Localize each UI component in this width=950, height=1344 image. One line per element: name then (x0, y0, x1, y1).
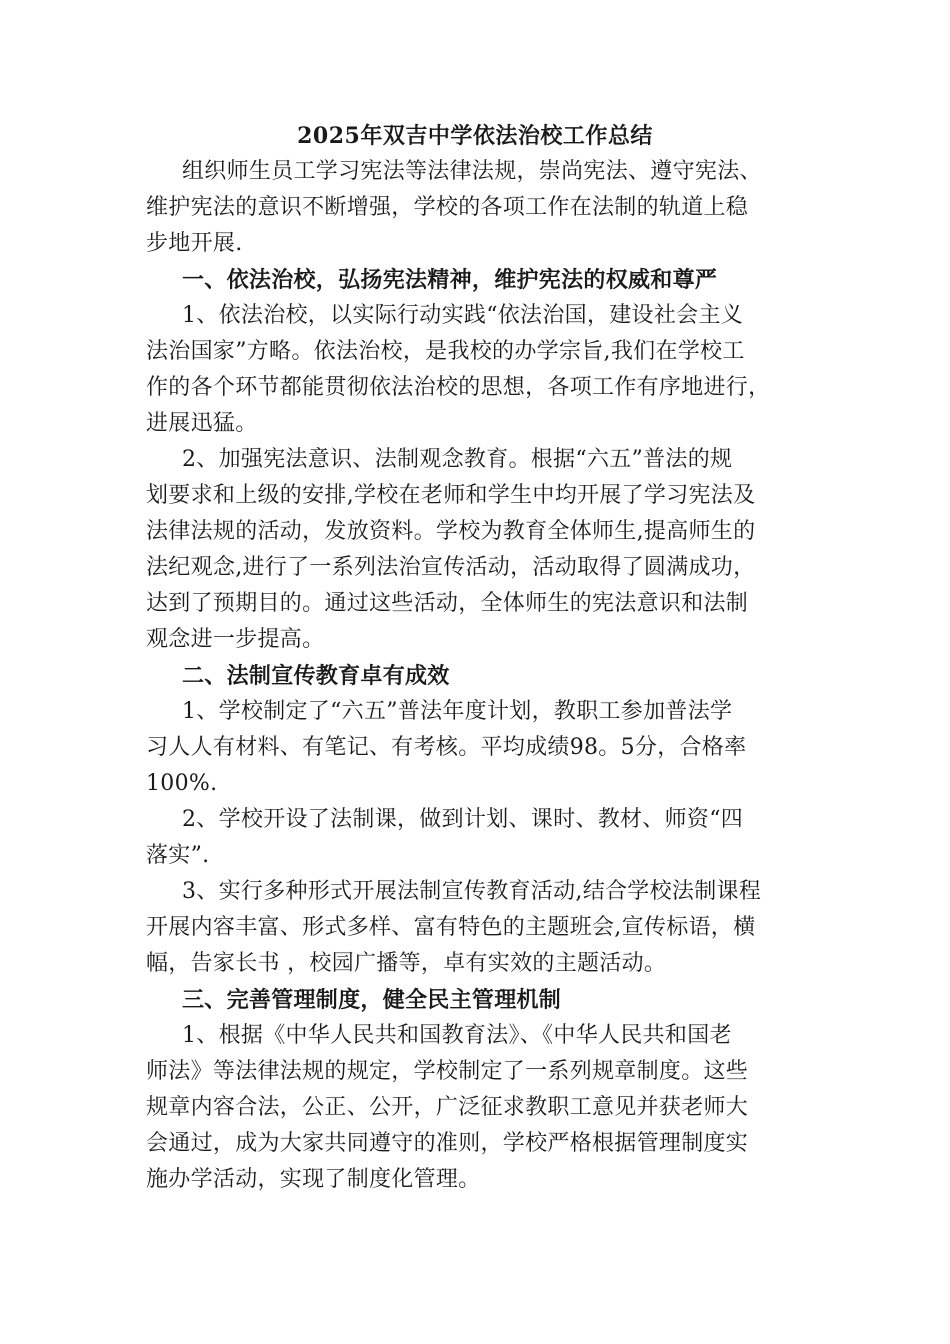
paragraph-line: 维护宪法的意识不断增强，学校的各项工作在法制的轨道上稳 (146, 195, 749, 220)
paragraph-line: 作的各个环节都能贯彻依法治校的思想，各项工作有序地进行， (146, 375, 771, 400)
paragraph-line: 达到了预期目的。通过这些活动，全体师生的宪法意识和法制 (146, 591, 749, 616)
document-title: 2025年双吉中学依法治校工作总结 (297, 123, 653, 149)
paragraph-line: 规章内容合法，公正、公开，广泛征求教职工意见并获老师大 (146, 1095, 749, 1120)
paragraph-line: 2、学校开设了法制课，做到计划、课时、教材、师资“四 (182, 807, 744, 832)
paragraph-line: 100%. (146, 771, 218, 796)
paragraph-line: 1、根据《中华人民共和国教育法》、《中华人民共和国老 (182, 1023, 732, 1048)
paragraph-line: 施办学活动，实现了制度化管理。 (146, 1167, 481, 1192)
paragraph-line: 进展迅猛。 (146, 411, 258, 436)
paragraph-line: 观念进一步提高。 (146, 627, 325, 652)
paragraph-line: 幅，告家长书 ，校园广播等，卓有实效的主题活动。 (146, 951, 667, 976)
paragraph-line: 习人人有材料、有笔记、有考核。平均成绩98。5分，合格率 (146, 735, 747, 760)
paragraph-line: 步地开展. (146, 231, 243, 256)
paragraph-line: 落实”. (146, 843, 210, 868)
paragraph-line: 1、学校制定了“六五”普法年度计划，教职工参加普法学 (182, 699, 733, 724)
paragraph-line: 法纪观念,进行了一系列法治宣传活动，活动取得了圆满成功， (146, 555, 756, 580)
section-heading: 一、依法治校，弘扬宪法精神，维护宪法的权威和尊严 (182, 267, 718, 293)
paragraph-line: 法治国家”方略。依法治校，是我校的办学宗旨,我们在学校工 (146, 339, 745, 364)
section-heading: 二、法制宣传教育卓有成效 (182, 663, 450, 689)
paragraph-line: 3、实行多种形式开展法制宣传教育活动,结合学校法制课程 (182, 879, 762, 904)
paragraph-line: 划要求和上级的安排,学校在老师和学生中均开展了学习宪法及 (146, 483, 756, 508)
paragraph-line: 2、加强宪法意识、法制观念教育。根据“六五”普法的规 (182, 447, 733, 472)
paragraph-line: 法律法规的活动，发放资料。学校为教育全体师生,提高师生的 (146, 519, 756, 544)
paragraph-line: 开展内容丰富、形式多样、富有特色的主题班会,宣传标语，横 (146, 915, 756, 940)
paragraph-line: 师法》等法律法规的规定，学校制定了一系列规章制度。这些 (146, 1059, 749, 1084)
paragraph-line: 会通过，成为大家共同遵守的准则，学校严格根据管理制度实 (146, 1131, 749, 1156)
section-heading: 三、完善管理制度，健全民主管理机制 (182, 987, 562, 1013)
paragraph-line: 组织师生员工学习宪法等法律法规，崇尚宪法、遵守宪法、 (182, 159, 762, 184)
paragraph-line: 1、依法治校，以实际行动实践“依法治国，建设社会主义 (182, 303, 744, 328)
